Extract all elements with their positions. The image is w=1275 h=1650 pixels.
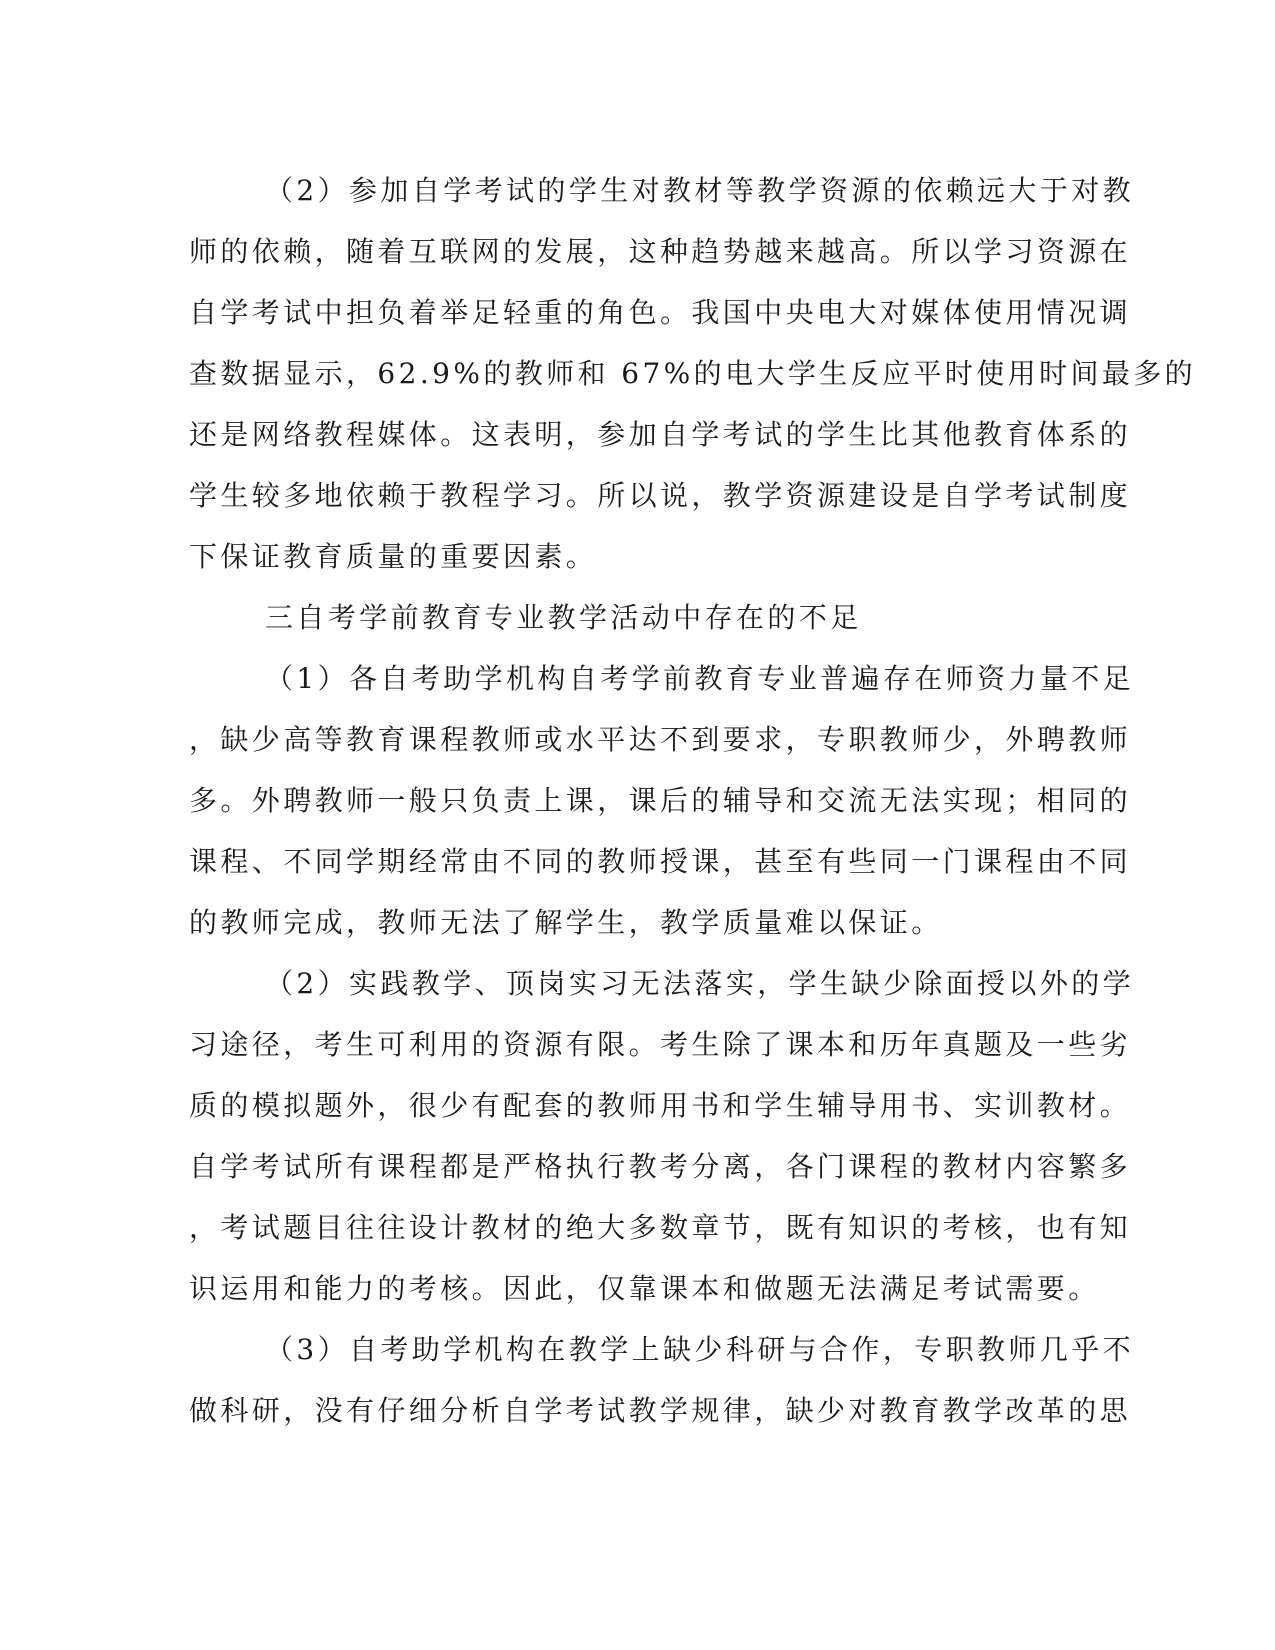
paragraph-b-line-6: 识运用和能力的考核。因此，仅靠课本和做题无法满足考试需要。 — [189, 1272, 1100, 1305]
paragraph-b-line-5: ，考试题目往往设计教材的绝大多数章节，既有知识的考核，也有知 — [189, 1211, 1132, 1244]
paragraph-2-line-5: 还是网络教程媒体。这表明，参加自学考试的学生比其他教育体系的 — [189, 418, 1132, 451]
paragraph-b-line-1: （2）实践教学、顶岗实习无法落实，学生缺少除面授以外的学 — [265, 967, 1135, 1000]
paragraph-2-line-4: 查数据显示，62.9%的教师和 67%的电大学生反应平时使用时间最多的 — [189, 357, 1197, 390]
paragraph-b-line-2: 习途径，考生可利用的资源有限。考生除了课本和历年真题及一些劣 — [189, 1028, 1132, 1061]
paragraph-a-line-1: （1）各自考助学机构自考学前教育专业普遍存在师资力量不足 — [265, 662, 1135, 695]
section-heading: 三自考学前教育专业教学活动中存在的不足 — [265, 601, 862, 634]
paragraph-c-line-2: 做科研，没有仔细分析自学考试教学规律，缺少对教育教学改革的思 — [189, 1394, 1132, 1427]
paragraph-2-line-6: 学生较多地依赖于教程学习。所以说，教学资源建设是自学考试制度 — [189, 479, 1132, 512]
paragraph-a-line-2: ，缺少高等教育课程教师或水平达不到要求，专职教师少，外聘教师 — [189, 723, 1132, 756]
paragraph-2-line-2: 师的依赖，随着互联网的发展，这种趋势越来越高。所以学习资源在 — [189, 235, 1132, 268]
paragraph-2-line-7: 下保证教育质量的重要因素。 — [189, 540, 598, 573]
paragraph-2-line-3: 自学考试中担负着举足轻重的角色。我国中央电大对媒体使用情况调 — [189, 296, 1132, 329]
body-text — [189, 160, 1197, 1441]
paragraph-a-line-5: 的教师完成，教师无法了解学生，教学质量难以保证。 — [189, 906, 943, 939]
paragraph-2-line-1: （2）参加自学考试的学生对教材等教学资源的依赖远大于对教 — [265, 174, 1135, 207]
paragraph-b-line-3: 质的模拟题外，很少有配套的教师用书和学生辅导用书、实训教材。 — [189, 1089, 1132, 1122]
paragraph-c-line-1: （3）自考助学机构在教学上缺少科研与合作，专职教师几乎不 — [265, 1333, 1135, 1366]
paragraph-a-line-3: 多。外聘教师一般只负责上课，课后的辅导和交流无法实现；相同的 — [189, 784, 1132, 817]
paragraph-a-line-4: 课程、不同学期经常由不同的教师授课，甚至有些同一门课程由不同 — [189, 845, 1132, 878]
paragraph-b-line-4: 自学考试所有课程都是严格执行教考分离，各门课程的教材内容繁多 — [189, 1150, 1132, 1183]
